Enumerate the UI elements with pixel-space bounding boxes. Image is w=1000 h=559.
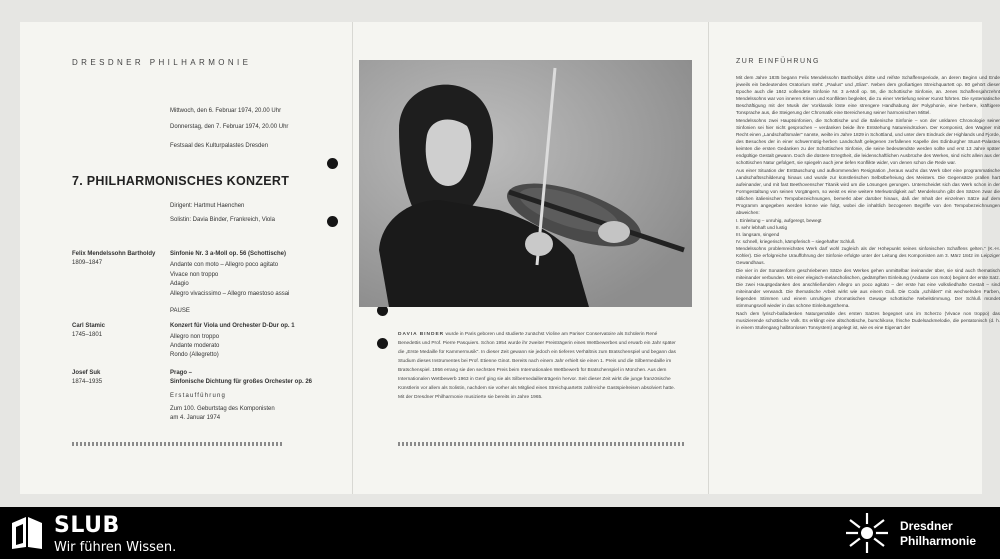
- venue: Festsaal des Kulturpalastes Dresden: [170, 143, 269, 149]
- work-mendelssohn: Sinfonie Nr. 3 a-Moll op. 56 (Schottische): [170, 251, 287, 257]
- intro-paragraph: Aus einer Situation der Enttäuschung und aufkommenden Resignation „heraus wuchs das Werk über eine programmatische Landschaftsschilderung hinaus und wurde zur künstlerischen Selbstbefreiung des Meisters. Die Gegensätze prallen hart aufeinander, und mit fast Beethovenscher Titanik wird um die Lösungen gerungen. Unterscheidet sich das Werk schon in der Formgestaltung von seinen Vorgängern, so weist es eine weitere Merkwürdigkeit auf: Mendelssohn gibt den Sätzen zwar die üblichen italienischen Tempobezeichnungen, bemerkt aber darüber hinaus, daß der Inhalt der einzelnen Sätze auf dem Programm angegeben werden könne wie folgt, wobei die inhaltlich bezogenen Begriffe von den Tempobezeichnungen abweichen:: [736, 168, 1000, 215]
- movement: Adagio: [170, 281, 189, 287]
- movement: Vivace non troppo: [170, 272, 219, 278]
- composer-stamic: Carl Stamic: [72, 323, 106, 329]
- conductor: Dirigent: Hartmut Haenchen: [170, 203, 245, 209]
- intro-paragraph: Mendelssohns problemreichstes Werk darf wohl zugleich als der Höhepunkt seines sinfonischen Schaffens gelten." (K.-H. Köhler). Die erfolgreiche Uraufführung der Sinfonie erfolgte unter der Leitung des Komponisten am 3. März 1842 im Leipziger Gewandhaus.: [736, 246, 1000, 265]
- anniversary-date: am 4. Januar 1974: [170, 415, 221, 421]
- intro-paragraph: Mendelssohns zwei Hauptsinfonien, die Schottische und die Italienische Sinfonie – von der unklaren Chronologie seiner Sinfonien sei hier nicht gesprochen – verdanken beide ihre Entstehung Natureindrücken. Der Komponist, den Wagner mit Recht einen „Landschaftsmaler" nannte, weilte im Jahre 1829 in Schottland, und unter dem Eindruck der Highlands und Fjorde, des Besuches der in einer schwermütig-herben Landschaft gelegenen zerfallenen Kapelle des Edinburgher Stuart-Palastes keimten die ersten Gedanken zu der Schottischen Sinfonie, die seine bedeutendste werden sollte und erst 13 Jahre später endgültige Gestalt gewann. Doch die düstere Erregtheit, die leidenschaftlichen Ausbrüche des Werkes, sind nicht allein aus der schottischen Natur gefolgert, sie spiegeln auch jene tiefen Konflikte wider, von denen schon die Rede war.: [736, 118, 1000, 165]
- concert-date-2: Donnerstag, den 7. Februar 1974, 20.00 Uhr: [170, 124, 289, 130]
- punch-hole: [377, 338, 388, 349]
- fold-line-left: [352, 22, 353, 494]
- footer-bar: [0, 507, 1000, 559]
- composer-mendelssohn: Felix Mendelssohn Bartholdy: [72, 251, 156, 257]
- intro-heading: ZUR EINFÜHRUNG: [736, 58, 820, 65]
- movement-program: I. Einleitung – unruhig, aufgeregt, bewegt: [736, 218, 822, 223]
- punch-hole: [327, 216, 338, 227]
- pause-label: PAUSE: [170, 308, 190, 314]
- dresdner-philharmonie-logo-icon: [842, 508, 892, 558]
- work-suk: Prago –: [170, 370, 193, 376]
- slub-title: SLUB: [54, 513, 120, 538]
- soloist: Solistin: Davia Binder, Frankreich, Viola: [170, 217, 275, 223]
- years-mendelssohn: 1809–1847: [72, 260, 103, 266]
- soloist-photo: [359, 60, 692, 307]
- years-suk: 1874–1935: [72, 379, 103, 385]
- years-stamic: 1745–1801: [72, 332, 103, 338]
- movement: Andante moderato: [170, 343, 220, 349]
- dp-logo-text-2: Philharmonie: [900, 534, 977, 548]
- soloist-biography: DAVIA BINDER wurde in Paris geboren und studierte zunächst Violine am Pariser Conservatoire als Schülerin René Benedettis und Prof. Pierre Pasquiers. Schon 1954 wurde ihr zweiter Preisträgerin eines Wettbewerbes und erwarb ein Jahr später die „Erste Medaille für Kammermusik". In dieser Zeit gewann sie jedoch ein tieferes Verhältnis zum Bratschenspiel und begann das Studium dieses Instrumentes bei Prof. Etienne Ginot. Bereits nach einem Jahr erhielt sie einen 1. Preis und die Silbermedaille im Bratschenspiel. 1956 errang sie den sechsten Preis beim Internationalen Wettbewerb für Bratschenspiel in München. Aus dem Internationalen Wettbewerb 1963 in Genf ging sie als Silbermedaillenträgerin hervor. Seit dieser Zeit wirkt die junge französische Künstlerin vor allem als Solistin, nachdem sie vorher als Mitglied eines Streichquartetts zahlreiche Gastspielreisen absolviert hatte. Mit der Dresdner Philharmonie musizierte sie bereits im Jahre 1965.: [398, 332, 676, 400]
- movement: Allegro non troppo: [170, 334, 220, 340]
- concert-date-1: Mittwoch, den 6. Februar 1974, 20.00 Uhr: [170, 108, 282, 114]
- movement-program: IV. schnell, kriegerisch, kämpferisch – siegehafter Schluß: [736, 239, 855, 244]
- dotted-rule-left: [72, 442, 284, 446]
- movement-program: III. langsam, singend: [736, 232, 780, 237]
- work-stamic: Konzert für Viola und Orchester D-Dur op. 1: [170, 323, 295, 329]
- movement: Andante con moto – Allegro poco agitato: [170, 262, 279, 268]
- slub-tagline: Wir führen Wissen.: [54, 540, 177, 555]
- punch-hole: [327, 158, 338, 169]
- fold-line-right: [708, 22, 709, 494]
- work-suk-subtitle: Sinfonische Dichtung für großes Orchester op. 26: [170, 379, 313, 385]
- program-sheet: [20, 22, 1000, 494]
- violist-illustration: [359, 60, 692, 307]
- movement: Rondo (Allegretto): [170, 352, 219, 358]
- movement: Allegro vivacissimo – Allegro maestoso assai: [170, 291, 290, 297]
- intro-paragraph: Mit dem Jahre 1835 begann Felix Mendelssohn Bartholdys dritte und reifste Schaffensperiode, an deren Beginn und Ende jeweils ein bedeutendes Oratorium steht: „Paulus" und „Elias". Neben dem großartigen Streichquartett op. 80 gehört dieser Epoche auch die 1842 vollendete Sinfonie Nr. 3 a-Moll op. 56, die Schottische Sinfonie, an. Jenes Schaffensjahrzehnt Mendelssohns war von inneren Krisen und Konflikten begleitet, die zu einer Vertiefung seiner Kunst führten. Die systematische Beschäftigung mit der Musik der Vorklassik löste eine strengere Handhabung der Polyphonie, eine herbere, kräftigere Tonsprache aus, die Steigerung der Chromatik eine Bereicherung seiner harmonischen Mittel.: [736, 75, 1000, 115]
- dotted-rule-middle: [398, 442, 685, 446]
- caption-soloist-name: DAVIA BINDER: [398, 332, 445, 337]
- concert-title: 7. PHILHARMONISCHES KONZERT: [72, 174, 290, 188]
- composer-suk: Josef Suk: [72, 370, 101, 376]
- slub-logo-icon: [10, 515, 44, 551]
- orchestra-name: DRESDNER PHILHARMONIE: [72, 58, 252, 67]
- premiere-note: Erstaufführung: [170, 393, 227, 399]
- movement-program: II. sehr lebhaft und lustig: [736, 225, 788, 230]
- intro-paragraph: Die vier in der Sonatenform geschriebenen Sätze des Werkes gehen unmittelbar ineinander über, sie sind auch thematisch miteinander verbunden. Mit einer elegisch-melancholischen, gedämpften Einleitung (Andante con moto) beginnt der erste Satz. Die zwei Hauptgedanken des anschließenden Allegro un poco agitato – der erste hat eine volksliedhafte Gestalt – sind miteinander verwandt. Die thematische Arbeit wirkt wie aus einem Guß. Die Coda „schildert" mit wechselnden Farben, liegenden Stimmen und einem unruhigen chromatischen Gewoge schottische Nebelstimmung. Der Schluß mündet stimmungsvoll wieder in das schöne Einleitungsthema.: [736, 268, 1000, 308]
- dp-logo-text-1: Dresdner: [900, 519, 953, 533]
- intro-text: [736, 74, 1000, 504]
- anniversary-note: Zum 100. Geburtstag des Komponisten: [170, 406, 275, 412]
- intro-paragraph: Nach dem lyrisch-balladesken Naturgemälde des ersten Satzes begegnet uns im Scherzo (Vivace non troppo) das musizierende schottische Volk. Es erklingt eine altschottische, burschikose, frische Dudelsackmelodie, die pentatonisch (d. h. in einem Stufengang halbtonlosen Tonsystem) angelegt ist, wie es eine Eigenart der: [736, 311, 1000, 330]
